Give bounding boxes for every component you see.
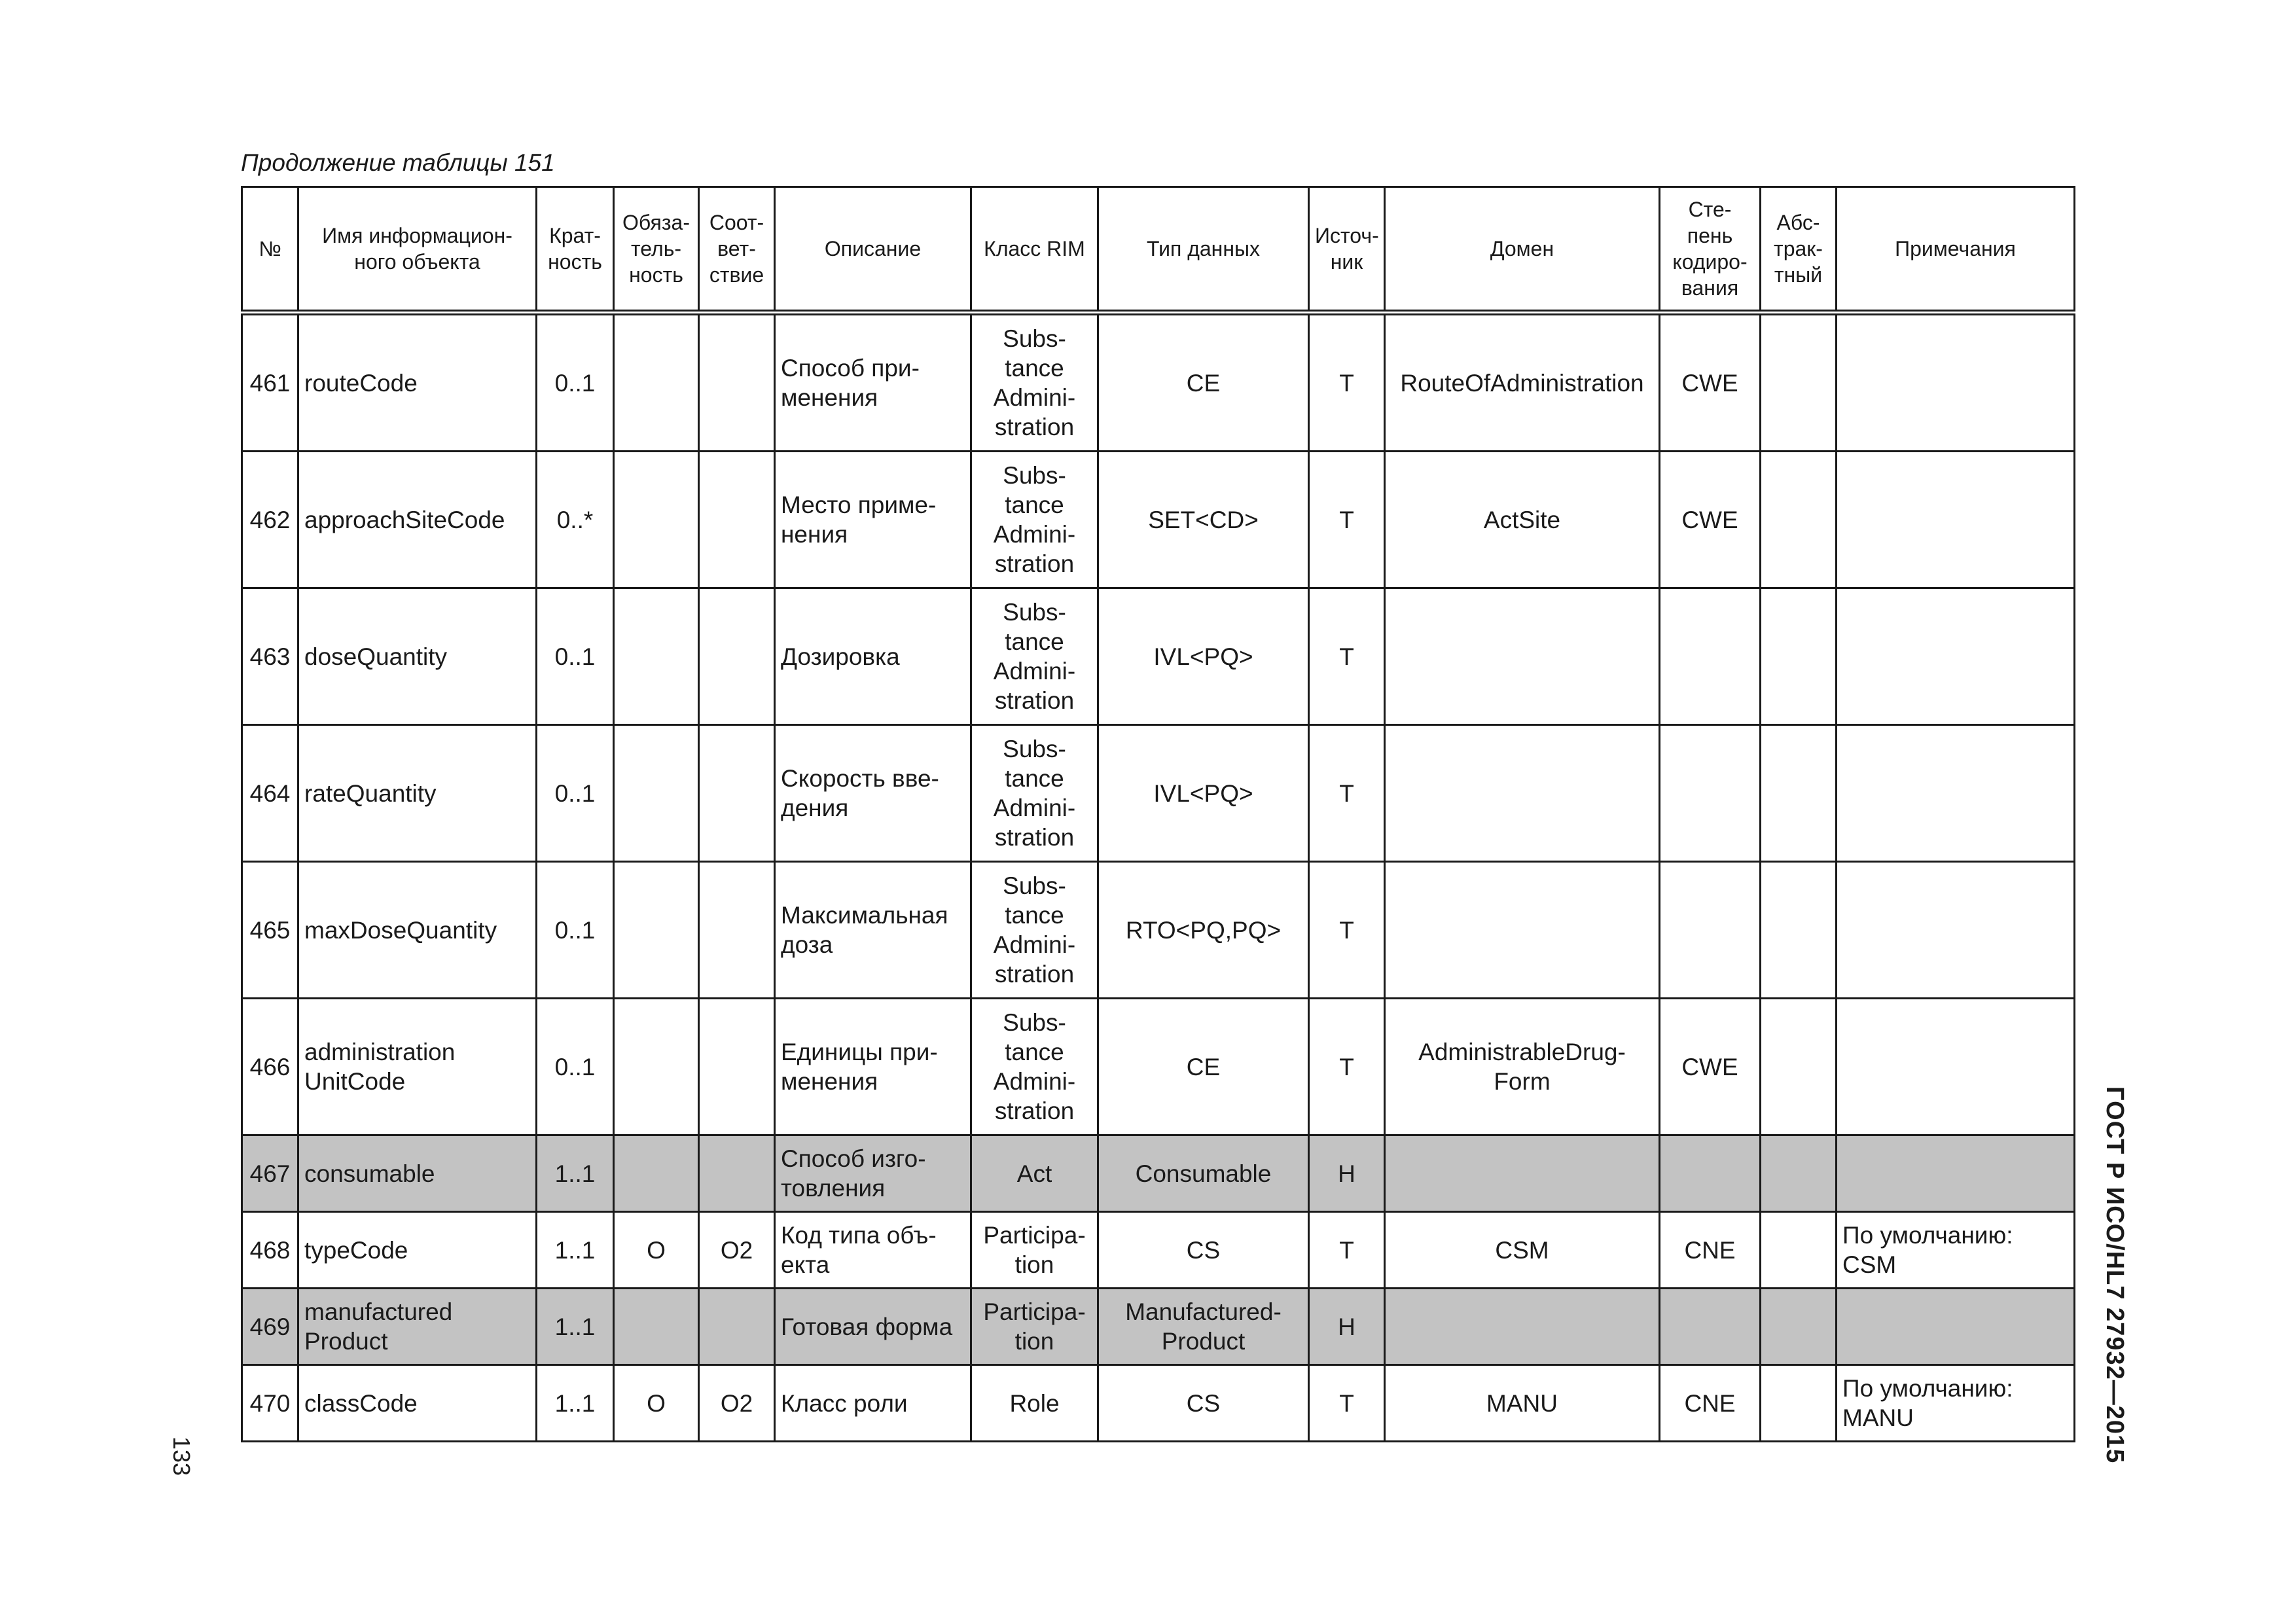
cell-cardinality: 0..1 bbox=[537, 588, 614, 725]
cell-description: Дозировка bbox=[775, 588, 971, 725]
cell-notes bbox=[1837, 862, 2075, 999]
cell-cardinality: 0..1 bbox=[537, 999, 614, 1135]
cell-mandatory bbox=[614, 725, 699, 862]
cell-description: Класс роли bbox=[775, 1365, 971, 1442]
header-abstract: Абс- трак- тный bbox=[1761, 187, 1837, 313]
cell-data-type: IVL<PQ> bbox=[1098, 588, 1309, 725]
cell-coding-strength: CNE bbox=[1660, 1365, 1761, 1442]
cell-name: approachSiteCode bbox=[298, 452, 537, 588]
cell-data-type: Manufactured- Product bbox=[1098, 1289, 1309, 1365]
cell-cardinality: 1..1 bbox=[537, 1289, 614, 1365]
header-domain: Домен bbox=[1385, 187, 1660, 313]
document-standard-title: ГОСТ Р ИСО/HL7 27932—2015 bbox=[2101, 1086, 2128, 1464]
cell-source: T bbox=[1309, 313, 1385, 452]
cell-mandatory bbox=[614, 999, 699, 1135]
cell-domain bbox=[1385, 588, 1660, 725]
cell-num: 467 bbox=[242, 1135, 298, 1212]
cell-mandatory bbox=[614, 313, 699, 452]
table-row bbox=[242, 588, 2075, 725]
cell-name: classCode bbox=[298, 1365, 537, 1442]
table-row bbox=[242, 1212, 2075, 1289]
cell-source: T bbox=[1309, 588, 1385, 725]
cell-notes bbox=[1837, 725, 2075, 862]
cell-rim-class: Subs- tance Admini- stration bbox=[971, 862, 1098, 999]
cell-data-type: SET<CD> bbox=[1098, 452, 1309, 588]
cell-rim-class: Subs- tance Admini- stration bbox=[971, 588, 1098, 725]
page-number: 133 bbox=[168, 1436, 195, 1476]
cell-name: manufactured Product bbox=[298, 1289, 537, 1365]
cell-num: 462 bbox=[242, 452, 298, 588]
cell-num: 464 bbox=[242, 725, 298, 862]
cell-cardinality: 1..1 bbox=[537, 1135, 614, 1212]
header-conformance: Соот- вет- ствие bbox=[699, 187, 775, 313]
cell-name: doseQuantity bbox=[298, 588, 537, 725]
cell-notes bbox=[1837, 1135, 2075, 1212]
cell-rim-class: Role bbox=[971, 1365, 1098, 1442]
cell-notes: По умолчанию: MANU bbox=[1837, 1365, 2075, 1442]
cell-cardinality: 1..1 bbox=[537, 1212, 614, 1289]
cell-coding-strength: CNE bbox=[1660, 1212, 1761, 1289]
cell-abstract bbox=[1761, 313, 1837, 452]
header-data-type: Тип данных bbox=[1098, 187, 1309, 313]
cell-coding-strength: CWE bbox=[1660, 452, 1761, 588]
cell-rim-class: Participa- tion bbox=[971, 1289, 1098, 1365]
cell-name: rateQuantity bbox=[298, 725, 537, 862]
cell-data-type: CE bbox=[1098, 313, 1309, 452]
header-source: Источ- ник bbox=[1309, 187, 1385, 313]
cell-mandatory bbox=[614, 1289, 699, 1365]
cell-conformance bbox=[699, 999, 775, 1135]
cell-num: 465 bbox=[242, 862, 298, 999]
cell-domain bbox=[1385, 1135, 1660, 1212]
cell-description: Способ изго- товления bbox=[775, 1135, 971, 1212]
table-row bbox=[242, 452, 2075, 588]
cell-description: Единицы при- менения bbox=[775, 999, 971, 1135]
cell-source: T bbox=[1309, 1365, 1385, 1442]
cell-notes: По умолчанию: CSM bbox=[1837, 1212, 2075, 1289]
cell-cardinality: 0..* bbox=[537, 452, 614, 588]
cell-rim-class: Subs- tance Admini- stration bbox=[971, 725, 1098, 862]
cell-name: administration UnitCode bbox=[298, 999, 537, 1135]
table-row bbox=[242, 1365, 2075, 1442]
cell-mandatory bbox=[614, 452, 699, 588]
cell-rim-class: Act bbox=[971, 1135, 1098, 1212]
table-row bbox=[242, 313, 2075, 452]
cell-source: T bbox=[1309, 452, 1385, 588]
cell-mandatory bbox=[614, 862, 699, 999]
cell-description: Способ при- менения bbox=[775, 313, 971, 452]
cell-source: T bbox=[1309, 725, 1385, 862]
header-rim-class: Класс RIM bbox=[971, 187, 1098, 313]
header-mandatory: Обяза- тель- ность bbox=[614, 187, 699, 313]
cell-description: Максимальная доза bbox=[775, 862, 971, 999]
cell-mandatory: O bbox=[614, 1365, 699, 1442]
table-caption: Продолжение таблицы 151 bbox=[241, 149, 555, 176]
cell-num: 470 bbox=[242, 1365, 298, 1442]
table-row bbox=[242, 1289, 2075, 1365]
cell-data-type: RTO<PQ,PQ> bbox=[1098, 862, 1309, 999]
cell-conformance bbox=[699, 1135, 775, 1212]
cell-abstract bbox=[1761, 725, 1837, 862]
cell-notes bbox=[1837, 588, 2075, 725]
cell-num: 468 bbox=[242, 1212, 298, 1289]
header-num: № bbox=[242, 187, 298, 313]
cell-rim-class: Participa- tion bbox=[971, 1212, 1098, 1289]
cell-abstract bbox=[1761, 588, 1837, 725]
cell-abstract bbox=[1761, 1135, 1837, 1212]
cell-name: routeCode bbox=[298, 313, 537, 452]
cell-notes bbox=[1837, 452, 2075, 588]
cell-coding-strength bbox=[1660, 1135, 1761, 1212]
cell-abstract bbox=[1761, 1365, 1837, 1442]
cell-cardinality: 0..1 bbox=[537, 313, 614, 452]
cell-rim-class: Subs- tance Admini- stration bbox=[971, 452, 1098, 588]
cell-conformance bbox=[699, 313, 775, 452]
cell-abstract bbox=[1761, 1212, 1837, 1289]
cell-domain: RouteOfAdministration bbox=[1385, 313, 1660, 452]
cell-domain: CSM bbox=[1385, 1212, 1660, 1289]
cell-description: Готовая форма bbox=[775, 1289, 971, 1365]
cell-source: T bbox=[1309, 999, 1385, 1135]
cell-abstract bbox=[1761, 452, 1837, 588]
cell-name: maxDoseQuantity bbox=[298, 862, 537, 999]
cell-conformance: O2 bbox=[699, 1365, 775, 1442]
cell-description: Код типа объ- екта bbox=[775, 1212, 971, 1289]
cell-data-type: CE bbox=[1098, 999, 1309, 1135]
cell-num: 463 bbox=[242, 588, 298, 725]
cell-abstract bbox=[1761, 862, 1837, 999]
cell-notes bbox=[1837, 999, 2075, 1135]
cell-source: T bbox=[1309, 1212, 1385, 1289]
cell-conformance: O2 bbox=[699, 1212, 775, 1289]
cell-num: 461 bbox=[242, 313, 298, 452]
cell-source: H bbox=[1309, 1289, 1385, 1365]
header-row bbox=[242, 187, 2075, 313]
cell-coding-strength bbox=[1660, 588, 1761, 725]
cell-description: Место приме- нения bbox=[775, 452, 971, 588]
cell-data-type: IVL<PQ> bbox=[1098, 725, 1309, 862]
cell-mandatory bbox=[614, 1135, 699, 1212]
cell-cardinality: 1..1 bbox=[537, 1365, 614, 1442]
cell-data-type: CS bbox=[1098, 1365, 1309, 1442]
cell-data-type: CS bbox=[1098, 1212, 1309, 1289]
cell-abstract bbox=[1761, 1289, 1837, 1365]
cell-domain: ActSite bbox=[1385, 452, 1660, 588]
cell-mandatory: O bbox=[614, 1212, 699, 1289]
header-description: Описание bbox=[775, 187, 971, 313]
table-row bbox=[242, 725, 2075, 862]
cell-data-type: Consumable bbox=[1098, 1135, 1309, 1212]
attributes-table bbox=[241, 186, 2075, 1442]
table-row bbox=[242, 862, 2075, 999]
cell-source: H bbox=[1309, 1135, 1385, 1212]
cell-coding-strength: CWE bbox=[1660, 313, 1761, 452]
cell-notes bbox=[1837, 1289, 2075, 1365]
cell-coding-strength bbox=[1660, 862, 1761, 999]
cell-coding-strength: CWE bbox=[1660, 999, 1761, 1135]
cell-name: typeCode bbox=[298, 1212, 537, 1289]
cell-domain: AdministrableDrug- Form bbox=[1385, 999, 1660, 1135]
cell-domain bbox=[1385, 862, 1660, 999]
cell-description: Скорость вве- дения bbox=[775, 725, 971, 862]
cell-domain bbox=[1385, 725, 1660, 862]
cell-domain: MANU bbox=[1385, 1365, 1660, 1442]
cell-name: consumable bbox=[298, 1135, 537, 1212]
cell-source: T bbox=[1309, 862, 1385, 999]
cell-conformance bbox=[699, 452, 775, 588]
header-coding-strength: Сте- пень кодиро- вания bbox=[1660, 187, 1761, 313]
cell-coding-strength bbox=[1660, 1289, 1761, 1365]
cell-coding-strength bbox=[1660, 725, 1761, 862]
cell-conformance bbox=[699, 862, 775, 999]
cell-num: 469 bbox=[242, 1289, 298, 1365]
cell-cardinality: 0..1 bbox=[537, 862, 614, 999]
cell-abstract bbox=[1761, 999, 1837, 1135]
cell-conformance bbox=[699, 725, 775, 862]
header-cardinality: Крат- ность bbox=[537, 187, 614, 313]
cell-cardinality: 0..1 bbox=[537, 725, 614, 862]
cell-rim-class: Subs- tance Admini- stration bbox=[971, 999, 1098, 1135]
table-row bbox=[242, 1135, 2075, 1212]
cell-domain bbox=[1385, 1289, 1660, 1365]
header-name: Имя информацион- ного объекта bbox=[298, 187, 537, 313]
cell-conformance bbox=[699, 588, 775, 725]
cell-rim-class: Subs- tance Admini- stration bbox=[971, 313, 1098, 452]
table-row bbox=[242, 999, 2075, 1135]
cell-num: 466 bbox=[242, 999, 298, 1135]
cell-notes bbox=[1837, 313, 2075, 452]
cell-mandatory bbox=[614, 588, 699, 725]
header-notes: Примечания bbox=[1837, 187, 2075, 313]
cell-conformance bbox=[699, 1289, 775, 1365]
